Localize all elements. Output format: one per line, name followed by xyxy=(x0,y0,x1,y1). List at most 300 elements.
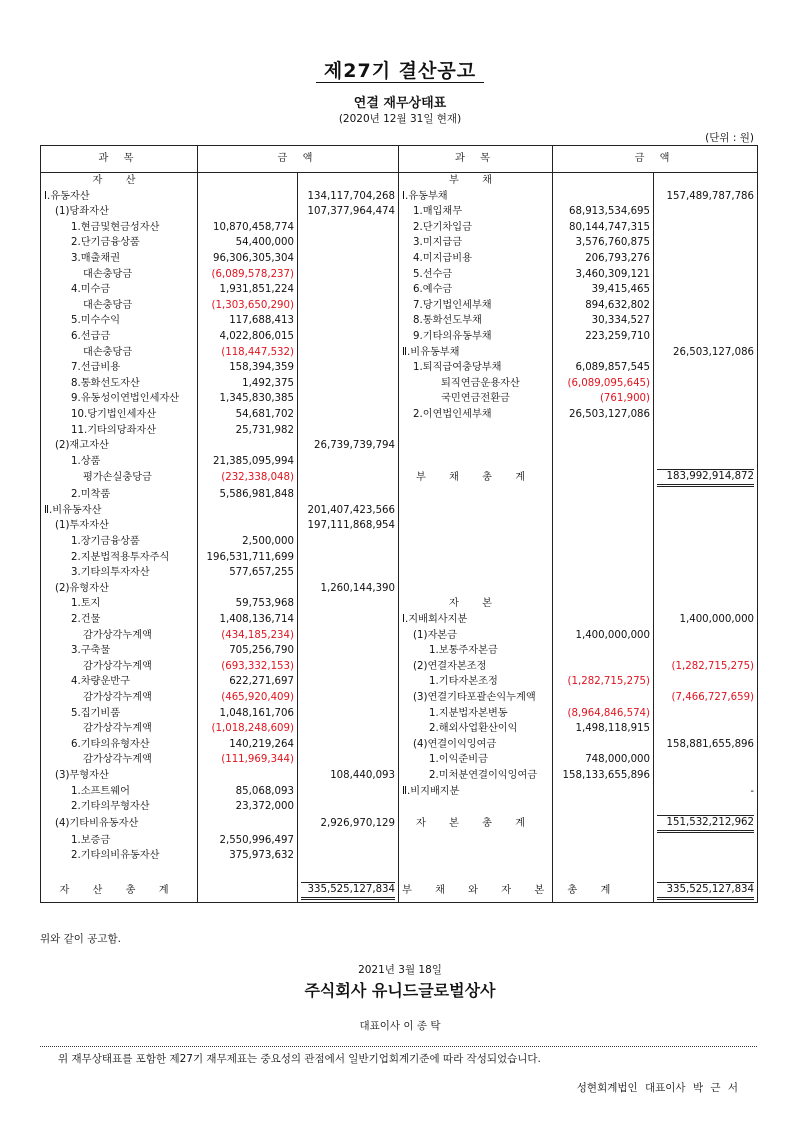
left-sub-amount xyxy=(198,596,298,612)
right-sub-amount xyxy=(553,220,654,236)
right-item-text: 퇴직연금운용자산 xyxy=(441,377,520,389)
table-row xyxy=(41,423,758,439)
left-item-text: 감가상각누계액 xyxy=(83,629,152,641)
right-sub-amount xyxy=(553,784,654,800)
left-sub-amount xyxy=(198,784,298,800)
left-item xyxy=(41,864,198,880)
left-sub-amount xyxy=(198,581,298,597)
right-amount xyxy=(654,690,758,706)
table-row xyxy=(41,596,758,612)
left-sub-amount xyxy=(198,643,298,659)
table-row xyxy=(41,565,758,581)
title-underline xyxy=(316,82,484,83)
left-item-text: 5.집기비품 xyxy=(71,707,121,719)
left-item-text: 5.미수수익 xyxy=(71,315,121,327)
left-item-text: (4)기타비유동자산 xyxy=(55,817,139,829)
right-amount-text: 26,503,127,086 xyxy=(673,346,755,358)
right-sub-amount-text: 80,144,747,315 xyxy=(569,221,651,233)
left-item-text: 8.통화선도자산 xyxy=(71,377,140,389)
right-item-text: 1.퇴직급여충당부채 xyxy=(413,362,502,374)
left-item-text: 3.매출채권 xyxy=(71,252,121,264)
table-row xyxy=(41,518,758,534)
left-sub-amount-text: (232,338,048) xyxy=(221,472,294,484)
left-item-text: 대손충당금 xyxy=(83,268,133,280)
table-row xyxy=(41,752,758,768)
right-item xyxy=(399,880,621,903)
left-sub-amount xyxy=(198,345,298,361)
left-sub-amount xyxy=(198,768,298,784)
table-row xyxy=(41,848,758,864)
table-row xyxy=(41,721,758,737)
left-sub-amount xyxy=(198,407,298,423)
right-amount-text: 157,489,787,786 xyxy=(666,190,755,202)
left-sub-amount-text: 25,731,982 xyxy=(235,424,294,436)
right-item-text: 부 채 와 자 본 총 계 xyxy=(402,884,621,896)
left-sub-amount-text: 5,586,981,848 xyxy=(219,489,294,501)
left-item-text: 11.기타의당좌자산 xyxy=(71,424,157,436)
left-item-text: 6.선급금 xyxy=(71,330,111,342)
left-sub-amount xyxy=(198,706,298,722)
left-amount xyxy=(298,833,399,849)
left-amount xyxy=(298,173,399,189)
header-left-amount: 금 액 xyxy=(198,146,399,173)
right-sub-amount-text: (6,089,095,645) xyxy=(567,377,651,389)
right-amount xyxy=(654,251,758,267)
table-row xyxy=(41,345,758,361)
right-item-text: 1.매입채무 xyxy=(413,206,463,218)
left-amount xyxy=(298,612,399,628)
right-amount xyxy=(654,360,758,376)
header-right-amount: 금 액 xyxy=(553,146,758,173)
left-item xyxy=(41,407,198,423)
right-item-text: (2)연결자본조정 xyxy=(413,660,487,672)
right-amount xyxy=(654,550,758,566)
right-sub-amount xyxy=(553,815,654,833)
left-sub-amount xyxy=(198,313,298,329)
right-sub-amount xyxy=(553,752,654,768)
left-sub-amount xyxy=(198,487,298,503)
right-amount xyxy=(654,376,758,392)
left-item xyxy=(41,768,198,784)
right-sub-amount-text: 894,632,802 xyxy=(585,299,651,311)
right-sub-amount xyxy=(553,596,654,612)
right-item-text: Ⅱ.비유동부채 xyxy=(402,346,460,358)
right-item xyxy=(399,298,553,314)
right-item-text: 8.통화선도부채 xyxy=(413,315,482,327)
left-item xyxy=(41,391,198,407)
left-amount xyxy=(298,454,399,470)
left-sub-amount xyxy=(198,690,298,706)
right-item xyxy=(399,189,553,205)
right-amount xyxy=(654,706,758,722)
table-row xyxy=(41,706,758,722)
left-amount xyxy=(298,503,399,519)
table-row xyxy=(41,267,758,283)
left-amount-text: 107,377,964,474 xyxy=(307,206,396,218)
left-amount xyxy=(298,737,399,753)
left-sub-amount xyxy=(198,565,298,581)
right-item xyxy=(399,752,553,768)
right-amount xyxy=(654,737,758,753)
left-sub-amount xyxy=(198,251,298,267)
right-item-text: (4)연결이익잉여금 xyxy=(413,738,497,750)
left-amount xyxy=(298,674,399,690)
left-sub-amount-text: 1,048,161,706 xyxy=(219,707,294,719)
right-sub-amount xyxy=(553,706,654,722)
left-sub-amount-text: 196,531,711,699 xyxy=(206,551,294,563)
left-item xyxy=(41,376,198,392)
right-amount xyxy=(654,581,758,597)
right-sub-amount xyxy=(553,267,654,283)
table-row xyxy=(41,674,758,690)
statement-date: (2020년 12월 31일 현재) xyxy=(338,113,462,125)
left-sub-amount-text: 54,400,000 xyxy=(235,237,294,249)
left-amount xyxy=(298,360,399,376)
right-sub-amount xyxy=(553,565,654,581)
left-amount-text: 335,525,127,834 xyxy=(301,882,395,900)
left-item-text: 2.건물 xyxy=(71,614,101,626)
right-sub-amount-text: 206,793,276 xyxy=(585,252,651,264)
left-sub-amount-text: 117,688,413 xyxy=(229,315,294,327)
right-sub-amount-text: (1,282,715,275) xyxy=(567,676,651,688)
right-item xyxy=(399,848,553,864)
left-item-text: 2.기타의무형자산 xyxy=(71,801,150,813)
right-item xyxy=(399,768,553,784)
right-sub-amount xyxy=(553,487,654,503)
table-row xyxy=(41,438,758,454)
left-item-text: (1)당좌자산 xyxy=(55,206,109,218)
table-row xyxy=(41,659,758,675)
right-item xyxy=(399,204,553,220)
right-item-text: 1.보통주자본금 xyxy=(429,645,498,657)
right-sub-amount xyxy=(553,423,654,439)
left-item xyxy=(41,659,198,675)
right-sub-amount xyxy=(553,298,654,314)
left-sub-amount-text: 1,931,851,224 xyxy=(219,284,294,296)
right-amount xyxy=(654,267,758,283)
right-sub-amount xyxy=(553,643,654,659)
left-sub-amount-text: 1,345,830,385 xyxy=(219,393,294,405)
right-amount-text: - xyxy=(750,785,755,797)
right-sub-amount-text: 748,000,000 xyxy=(585,754,651,766)
left-sub-amount xyxy=(198,423,298,439)
right-amount xyxy=(654,674,758,690)
right-item xyxy=(399,596,553,612)
right-sub-amount-text: 26,503,127,086 xyxy=(569,408,651,420)
header-left-item: 과 목 xyxy=(41,146,198,173)
left-item xyxy=(41,815,198,833)
left-item-text: 2.단기금융상품 xyxy=(71,237,140,249)
right-sub-amount-text: 6,089,857,545 xyxy=(575,362,651,374)
right-item xyxy=(399,674,553,690)
right-item xyxy=(399,815,553,833)
right-sub-amount-text: 158,133,655,896 xyxy=(562,769,651,781)
left-amount xyxy=(298,438,399,454)
right-amount xyxy=(654,784,758,800)
table-row xyxy=(41,204,758,220)
right-amount xyxy=(654,565,758,581)
left-amount xyxy=(298,298,399,314)
right-item xyxy=(399,643,553,659)
left-sub-amount xyxy=(198,864,298,880)
left-sub-amount xyxy=(198,674,298,690)
right-item-text: Ⅰ.지배회사지분 xyxy=(402,614,468,626)
left-amount xyxy=(298,815,399,833)
left-amount xyxy=(298,880,399,903)
left-sub-amount-text: 705,256,790 xyxy=(229,645,294,657)
left-item xyxy=(41,267,198,283)
left-sub-amount xyxy=(198,173,298,189)
left-amount xyxy=(298,267,399,283)
right-item xyxy=(399,721,553,737)
left-amount xyxy=(298,518,399,534)
table-row xyxy=(41,329,758,345)
table-header-row xyxy=(41,146,758,173)
right-sub-amount xyxy=(553,799,654,815)
right-item xyxy=(399,581,553,597)
left-sub-amount-text: 2,500,000 xyxy=(242,536,294,548)
right-sub-amount xyxy=(553,376,654,392)
right-sub-amount-text: 3,460,309,121 xyxy=(575,268,651,280)
page-title: 제27기 결산공고 xyxy=(323,60,477,82)
right-sub-amount xyxy=(553,235,654,251)
left-item xyxy=(41,833,198,849)
left-sub-amount-text: 10,870,458,774 xyxy=(212,221,294,233)
right-item xyxy=(399,173,553,189)
right-item xyxy=(399,864,553,880)
right-sub-amount xyxy=(553,251,654,267)
table-row xyxy=(41,487,758,503)
right-item xyxy=(399,407,553,423)
left-item xyxy=(41,235,198,251)
left-item-text: 1.보증금 xyxy=(71,834,111,846)
dotted-divider xyxy=(40,1046,757,1047)
right-amount xyxy=(654,799,758,815)
left-item xyxy=(41,503,198,519)
right-item xyxy=(399,220,553,236)
left-item-text: 2.기타의비유동자산 xyxy=(71,850,160,862)
left-sub-amount-text: 622,271,697 xyxy=(229,676,294,688)
right-sub-amount xyxy=(553,329,654,345)
right-sub-amount-text: 3,576,760,875 xyxy=(575,237,651,249)
left-amount xyxy=(298,768,399,784)
left-amount xyxy=(298,628,399,644)
table-row xyxy=(41,815,758,833)
left-item xyxy=(41,282,198,298)
left-item xyxy=(41,880,198,903)
right-amount xyxy=(654,454,758,470)
left-sub-amount xyxy=(198,518,298,534)
left-sub-amount-text: (6,089,578,237) xyxy=(211,268,294,280)
left-item xyxy=(41,298,198,314)
left-item-text: (3)무형자산 xyxy=(55,769,109,781)
left-sub-amount-text: (111,969,344) xyxy=(221,754,294,766)
table-row xyxy=(41,235,758,251)
right-sub-amount xyxy=(553,503,654,519)
left-sub-amount-text: (434,185,234) xyxy=(221,629,294,641)
left-item xyxy=(41,204,198,220)
left-item xyxy=(41,721,198,737)
left-sub-amount xyxy=(198,391,298,407)
right-item-text: Ⅱ.비지배지분 xyxy=(402,785,460,797)
left-item xyxy=(41,737,198,753)
left-amount xyxy=(298,313,399,329)
left-sub-amount xyxy=(198,628,298,644)
left-sub-amount xyxy=(198,721,298,737)
table-row xyxy=(41,690,758,706)
right-item xyxy=(399,534,553,550)
left-amount-text: 197,111,868,954 xyxy=(307,520,396,532)
left-item-text: 대손충당금 xyxy=(83,346,133,358)
left-item-text: 4.차량운반구 xyxy=(71,676,130,688)
left-sub-amount xyxy=(198,189,298,205)
right-item xyxy=(399,267,553,283)
left-amount xyxy=(298,391,399,407)
right-sub-amount xyxy=(553,469,654,487)
left-sub-amount xyxy=(198,267,298,283)
left-amount xyxy=(298,282,399,298)
left-item-text: 감가상각누계액 xyxy=(83,692,152,703)
left-item-text: 대손충당금 xyxy=(83,299,133,311)
left-item xyxy=(41,313,198,329)
right-amount xyxy=(654,423,758,439)
right-sub-amount xyxy=(553,454,654,470)
right-amount xyxy=(654,612,758,628)
right-amount xyxy=(654,173,758,189)
left-sub-amount xyxy=(198,799,298,815)
left-amount xyxy=(298,534,399,550)
right-amount xyxy=(654,534,758,550)
left-item xyxy=(41,690,198,706)
right-sub-amount xyxy=(553,313,654,329)
left-item xyxy=(41,454,198,470)
right-item xyxy=(399,737,553,753)
left-item xyxy=(41,784,198,800)
left-item xyxy=(41,752,198,768)
left-item xyxy=(41,220,198,236)
left-item xyxy=(41,848,198,864)
left-item-text: 1.소프트웨어 xyxy=(71,785,130,797)
right-sub-amount xyxy=(553,534,654,550)
right-sub-amount xyxy=(553,438,654,454)
right-amount xyxy=(654,282,758,298)
right-amount-text: 1,400,000,000 xyxy=(679,614,755,626)
right-amount xyxy=(654,659,758,675)
right-sub-amount xyxy=(553,659,654,675)
left-amount xyxy=(298,204,399,220)
left-sub-amount-text: (118,447,532) xyxy=(221,346,294,358)
table-row xyxy=(41,880,758,903)
left-item xyxy=(41,173,198,189)
left-amount xyxy=(298,235,399,251)
left-item-text: 1.상품 xyxy=(71,455,101,467)
right-sub-amount xyxy=(553,721,654,737)
left-amount xyxy=(298,220,399,236)
announcement-note: 위와 같이 공고함. xyxy=(40,933,122,945)
left-item xyxy=(41,189,198,205)
left-amount xyxy=(298,659,399,675)
right-item xyxy=(399,565,553,581)
right-amount xyxy=(654,628,758,644)
left-sub-amount xyxy=(198,282,298,298)
left-amount xyxy=(298,596,399,612)
left-amount-text: 2,926,970,129 xyxy=(320,817,396,829)
left-sub-amount-text: (1,303,650,290) xyxy=(211,299,294,311)
right-item-text: 2.이연법인세부채 xyxy=(413,408,492,420)
right-amount xyxy=(654,313,758,329)
left-amount xyxy=(298,329,399,345)
right-amount xyxy=(654,487,758,503)
left-amount xyxy=(298,784,399,800)
left-item xyxy=(41,487,198,503)
right-item-text: 1.이익준비금 xyxy=(429,754,488,766)
right-amount xyxy=(654,438,758,454)
table-row xyxy=(41,251,758,267)
right-amount xyxy=(654,643,758,659)
right-sub-amount xyxy=(553,407,654,423)
right-item-text: 1.지분법자본변동 xyxy=(429,707,508,719)
left-amount xyxy=(298,550,399,566)
left-amount xyxy=(298,376,399,392)
unit-label: (단위 : 원) xyxy=(705,132,754,144)
table-row xyxy=(41,737,758,753)
right-amount xyxy=(654,721,758,737)
table-row xyxy=(41,469,758,487)
right-sub-amount xyxy=(553,391,654,407)
left-item-text: 7.선급비용 xyxy=(71,362,121,374)
left-amount xyxy=(298,251,399,267)
table-row xyxy=(41,643,758,659)
right-sub-amount xyxy=(553,737,654,753)
left-amount xyxy=(298,581,399,597)
table-row xyxy=(41,189,758,205)
left-amount xyxy=(298,423,399,439)
left-item-text: 9.유동성이연법인세자산 xyxy=(71,393,180,405)
table-row xyxy=(41,612,758,628)
ceo-name: 대표이사 이 종 탁 xyxy=(359,1020,441,1032)
left-amount xyxy=(298,799,399,815)
auditor-signature: 성현회계법인 대표이사 박 근 서 xyxy=(576,1082,738,1094)
left-sub-amount-text: 59,753,968 xyxy=(235,598,294,610)
right-amount-text: 183,992,914,872 xyxy=(657,469,754,487)
table-row xyxy=(41,581,758,597)
right-item xyxy=(399,833,553,849)
left-sub-amount-text: 375,973,632 xyxy=(229,850,294,862)
table-row xyxy=(41,534,758,550)
header-right-item: 과 목 xyxy=(399,146,553,173)
left-sub-amount xyxy=(198,329,298,345)
left-sub-amount xyxy=(198,550,298,566)
left-item xyxy=(41,706,198,722)
right-item xyxy=(399,612,553,628)
right-amount-text: (7,466,727,659) xyxy=(671,692,755,703)
left-item xyxy=(41,581,198,597)
left-sub-amount xyxy=(198,833,298,849)
right-amount xyxy=(654,864,758,880)
left-sub-amount xyxy=(198,235,298,251)
left-item-text: 2.지분법적용투자주식 xyxy=(71,551,170,563)
right-item-text: 4.미지급비용 xyxy=(413,252,472,264)
right-item xyxy=(399,550,553,566)
left-amount xyxy=(298,690,399,706)
left-sub-amount-text: 21,385,095,994 xyxy=(212,455,294,467)
left-item-text: 자 산 총 계 xyxy=(59,884,179,896)
right-item-text: (1)자본금 xyxy=(413,629,457,641)
left-amount xyxy=(298,721,399,737)
left-item-text: (2)유형자산 xyxy=(55,582,109,594)
left-amount xyxy=(298,752,399,768)
right-amount xyxy=(654,596,758,612)
